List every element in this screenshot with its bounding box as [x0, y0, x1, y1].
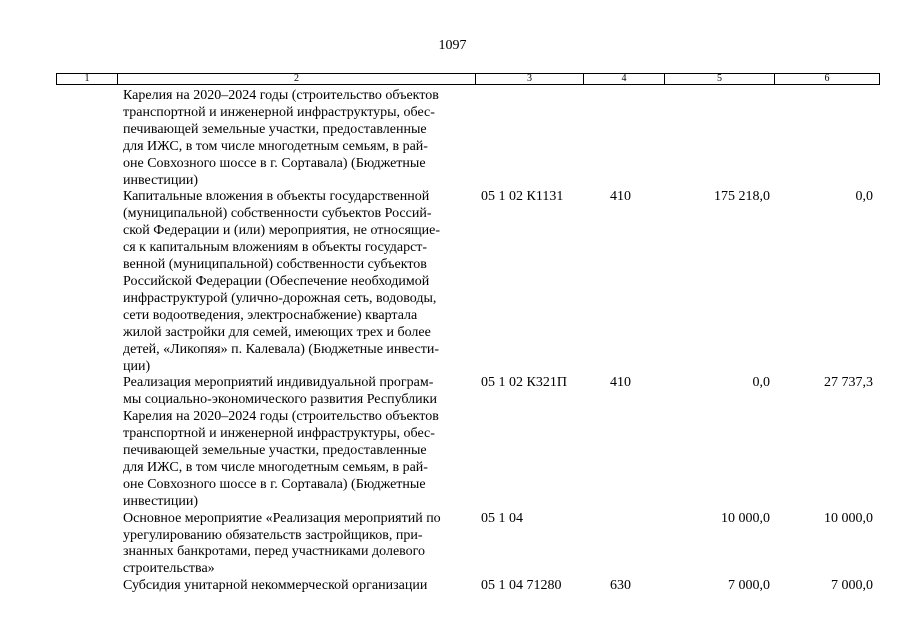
- description-line: урегулированию обязательств застройщиков, при-: [123, 527, 423, 543]
- table-row: [56, 578, 878, 595]
- code-cell: 05 1 02 К321П: [481, 375, 567, 391]
- table-row: [56, 189, 878, 375]
- description-line: транспортной и инженерной инфраструктуры, обес-: [123, 426, 435, 442]
- description-line: Основное мероприятие «Реализация мероприятий по: [123, 510, 441, 526]
- description-line: мы социально-экономического развития Республики: [123, 392, 437, 408]
- column-header-1: 1: [57, 74, 118, 84]
- description-line: инвестиции): [123, 493, 199, 509]
- row-number-cell: [56, 189, 117, 375]
- table-row: [56, 88, 878, 189]
- description-line: Российской Федерации (Обеспечение необходимой: [123, 273, 430, 289]
- description-cell: [117, 88, 475, 189]
- amount-2024-cell: 0,0: [855, 189, 873, 205]
- description-line: оне Совхозного шоссе в г. Сортавала) (Бюджетные: [123, 476, 426, 492]
- description-cell: [117, 375, 475, 510]
- amount-2024-cell: 27 737,3: [824, 375, 873, 391]
- description-line: оне Совхозного шоссе в г. Сортавала) (Бюджетные: [123, 155, 426, 171]
- row-number-cell: [56, 88, 117, 189]
- type-cell: 410: [610, 189, 631, 205]
- amount-2023-cell: [664, 88, 774, 189]
- description-line: строительства»: [123, 561, 215, 577]
- code-cell: [475, 88, 583, 189]
- amount-2024-cell: [774, 88, 878, 189]
- amount-2024-cell: 7 000,0: [831, 578, 873, 594]
- page-number: 1097: [438, 38, 467, 53]
- description-line: знанных банкротами, перед участниками долевого: [123, 544, 426, 560]
- description-line: жилой застройки для семей, имеющих трех и более: [123, 324, 431, 340]
- description-line: печивающей земельные участки, предоставленные: [123, 443, 427, 459]
- description-line: Карелия на 2020–2024 годы (строительство объектов: [123, 88, 439, 103]
- description-line: (муниципальной) собственности субъектов Россий-: [123, 206, 432, 222]
- description-line: Капитальные вложения в объекты государственной: [123, 189, 430, 205]
- type-cell: [583, 88, 664, 189]
- row-number-cell: [56, 578, 117, 595]
- type-cell: 410: [610, 375, 631, 391]
- description-line: Реализация мероприятий индивидуальной програм-: [123, 375, 434, 391]
- column-header-6: 6: [824, 73, 830, 84]
- description-line: детей, «Ликопяя» п. Калевала) (Бюджетные инвести-: [123, 341, 439, 357]
- amount-2023-cell: 10 000,0: [721, 510, 770, 526]
- description-cell: [117, 189, 475, 375]
- description-line: для ИЖС, в том числе многодетным семьям, в рай-: [123, 138, 428, 154]
- column-header-2: 2: [118, 74, 476, 84]
- table-header: [56, 73, 880, 85]
- description-line: венной (муниципальной) собственности субъектов: [123, 257, 427, 273]
- description-cell: [117, 578, 475, 595]
- description-line: ской Федерации и (или) мероприятия, не относящие-: [123, 223, 441, 239]
- code-cell: 05 1 04: [481, 510, 523, 526]
- column-header-3: 3: [476, 74, 584, 84]
- amount-2023-cell: 175 218,0: [714, 189, 770, 205]
- amount-2023-cell: 7 000,0: [728, 578, 770, 594]
- amount-2023-cell: 0,0: [752, 375, 770, 391]
- description-cell: [117, 511, 475, 579]
- amount-2024-cell: 10 000,0: [824, 510, 873, 526]
- row-number-cell: [56, 375, 117, 510]
- column-header-4: 4: [584, 74, 665, 84]
- description-line: Субсидия унитарной некоммерческой организации: [123, 578, 428, 594]
- code-cell: 05 1 02 К1131: [481, 189, 564, 205]
- code-cell: 05 1 04 71280: [481, 578, 562, 594]
- description-line: для ИЖС, в том числе многодетным семьям, в рай-: [123, 459, 428, 475]
- table-row: [56, 375, 878, 510]
- column-header-5: 5: [665, 74, 775, 84]
- type-cell: [583, 511, 664, 579]
- description-line: инфраструктурой (улично-дорожная сеть, водоводы,: [123, 290, 437, 306]
- type-cell: 630: [610, 578, 631, 594]
- description-line: Карелия на 2020–2024 годы (строительство объектов: [123, 409, 439, 425]
- description-line: сети водоотведения, электроснабжение) квартала: [123, 307, 418, 323]
- description-line: ции): [123, 358, 151, 374]
- row-number-cell: [56, 511, 117, 579]
- table-row: [56, 511, 878, 579]
- description-line: инвестиции): [123, 172, 199, 188]
- table-body: [56, 88, 878, 595]
- description-line: транспортной и инженерной инфраструктуры, обес-: [123, 104, 435, 120]
- description-line: ся к капитальным вложениям в объекты государст-: [123, 240, 428, 256]
- description-line: печивающей земельные участки, предоставленные: [123, 121, 427, 137]
